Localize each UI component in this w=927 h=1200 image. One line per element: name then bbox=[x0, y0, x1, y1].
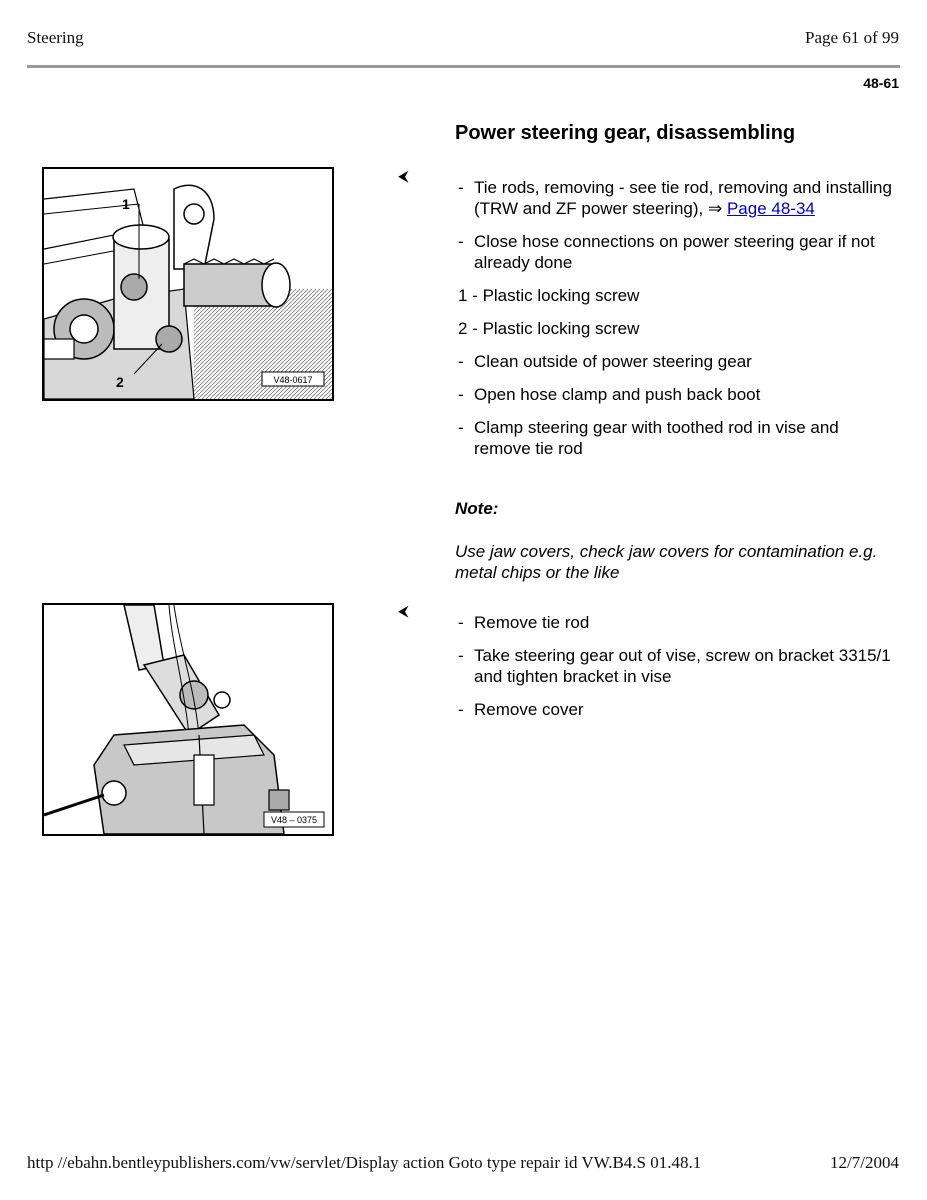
note-text: Use jaw covers, check jaw covers for contamination e.g. metal chips or the like bbox=[455, 542, 878, 582]
callout-1: 1 bbox=[122, 196, 130, 212]
steering-gear-illustration bbox=[44, 169, 332, 399]
list-item-text: Remove tie rod bbox=[474, 613, 590, 632]
list-item-number: 1 - bbox=[458, 286, 483, 305]
list-item bbox=[455, 645, 895, 687]
header-section-title: Steering bbox=[27, 28, 84, 47]
list-item bbox=[455, 384, 895, 405]
figure-steering-gear-locking-screws bbox=[42, 167, 334, 401]
list-item-text: Remove cover bbox=[474, 700, 584, 719]
manual-page-number: 48-61 bbox=[863, 75, 899, 91]
list-item bbox=[455, 351, 895, 372]
page-link[interactable]: Page 48-34 bbox=[726, 199, 815, 218]
pointer-arrow-icon: ⮜ bbox=[398, 168, 409, 185]
list-item bbox=[455, 417, 895, 459]
list-item-text: Clamp steering gear with toothed rod in vise and remove tie rod bbox=[474, 418, 839, 458]
callout-2: 2 bbox=[116, 374, 124, 390]
list-item-text: Tie rods, removing - see tie rod, removing and installing (TRW and ZF power steering), ⇒ bbox=[474, 178, 892, 218]
footer-url: http //ebahn.bentleypublishers.com/vw/servlet/Display action Goto type repair id VW.B4.S 01.48.1 bbox=[27, 1153, 702, 1172]
list-item bbox=[455, 318, 895, 339]
vise-illustration bbox=[44, 605, 332, 834]
list-item-number: 2 - bbox=[458, 319, 483, 338]
pointer-arrow-icon: ⮜ bbox=[398, 603, 409, 620]
list-item-text: Take steering gear out of vise, screw on bracket 3315/1 and tighten bracket in vise bbox=[474, 646, 891, 686]
header-page-indicator: Page 61 of 99 bbox=[805, 28, 899, 47]
list-dash: - bbox=[458, 418, 464, 437]
list-item bbox=[455, 285, 895, 306]
footer-date: 12/7/2004 bbox=[830, 1153, 899, 1172]
list-dash: - bbox=[458, 178, 464, 197]
list-dash: - bbox=[458, 232, 464, 251]
list-item bbox=[455, 231, 895, 273]
list-item-text: Close hose connections on power steering gear if not already done bbox=[474, 232, 875, 272]
header-divider bbox=[27, 65, 900, 68]
list-item bbox=[455, 612, 895, 633]
list-dash: - bbox=[458, 613, 464, 632]
list-dash: - bbox=[458, 700, 464, 719]
list-item bbox=[455, 699, 895, 720]
list-dash: - bbox=[458, 385, 464, 404]
page-title: Power steering gear, disassembling bbox=[455, 122, 796, 144]
figure-code: V48-0617 bbox=[273, 375, 313, 385]
list-dash: - bbox=[458, 352, 464, 371]
note-heading: Note: bbox=[455, 499, 499, 518]
list-item-text: Open hose clamp and push back boot bbox=[474, 385, 761, 404]
procedure-list bbox=[455, 612, 895, 732]
procedure-list bbox=[455, 177, 895, 471]
list-item-text: Plastic locking screw bbox=[482, 319, 640, 338]
list-item-text: Clean outside of power steering gear bbox=[474, 352, 752, 371]
figure-steering-gear-in-vise bbox=[42, 603, 334, 836]
list-item bbox=[455, 177, 895, 219]
list-dash: - bbox=[458, 646, 464, 665]
list-item-text: Plastic locking screw bbox=[482, 286, 640, 305]
figure-code: V48 – 0375 bbox=[270, 815, 318, 825]
